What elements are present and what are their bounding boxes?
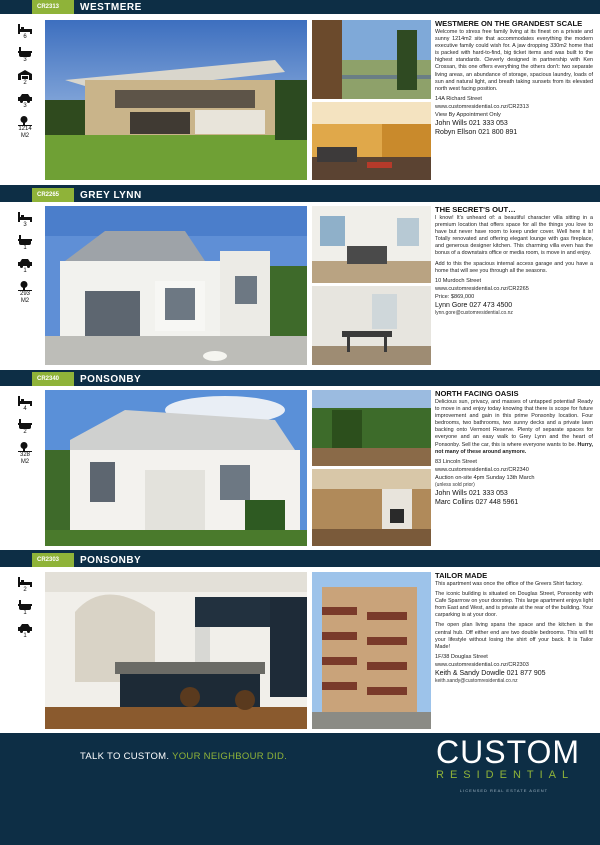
listing-address: 83 Lincoln Street	[435, 458, 477, 465]
listing-text	[435, 205, 593, 317]
listing-url[interactable]: www.customresidential.co.nz/CR2303	[435, 661, 529, 668]
agent-email[interactable]: lynn.gore@customresidential.co.nz	[435, 309, 513, 316]
apartment-building-photo	[312, 572, 431, 729]
stat-parking: 3	[18, 93, 32, 110]
stat-bedrooms: 6	[18, 24, 32, 41]
listing-1	[0, 0, 600, 185]
view-photo	[312, 20, 431, 99]
bath-icon	[18, 600, 32, 610]
bed-icon	[18, 24, 32, 34]
land-icon	[18, 281, 32, 291]
listing-text	[435, 571, 593, 685]
logo-caption: LICENSED REAL ESTATE AGENT	[459, 788, 549, 793]
stat-bathrooms: 1	[18, 600, 32, 617]
agent-contact: John Wills 021 333 053	[435, 489, 508, 497]
car-icon	[18, 623, 32, 633]
footer-tagline: TALK TO CUSTOM. YOUR NEIGHBOUR DID.	[80, 751, 288, 762]
listing-url[interactable]: www.customresidential.co.nz/CR2340	[435, 466, 529, 473]
agent-contact: Robyn Ellson 021 800 891	[435, 128, 518, 136]
listing-3	[0, 372, 600, 550]
house-exterior-photo	[45, 20, 307, 180]
listing-stats	[14, 212, 36, 311]
listing-address: 10 Murdoch Street	[435, 277, 482, 284]
garden-photo	[312, 390, 431, 466]
stat-garage: 2	[18, 70, 32, 87]
listing-auction: Auction on-site 4pm Sunday 13th March	[435, 474, 535, 481]
listing-header	[0, 553, 600, 567]
listing-stats	[14, 24, 36, 146]
listing-text	[435, 19, 593, 137]
custom-residential-logo	[436, 734, 581, 793]
agent-contact: Keith & Sandy Dowdle 021 877 905	[435, 669, 546, 677]
listing-code: CR2340	[32, 372, 74, 386]
listing-highlight: Hurry, not many of these around anymore.	[435, 441, 594, 455]
listing-description: This apartment was once the office of the Greers Shirt factory.	[435, 581, 583, 587]
listing-heading: TAILOR MADE	[435, 571, 488, 580]
agent-contact: John Wills 021 333 053	[435, 119, 508, 127]
agent-contact: Lynn Gore 027 473 4500	[435, 301, 513, 309]
bed-icon	[18, 396, 32, 406]
interior-photo	[312, 469, 431, 546]
stat-land: 293 M2	[18, 281, 32, 305]
logo-subword: RESIDENTIAL	[436, 769, 575, 781]
listing-code: CR2303	[32, 553, 74, 567]
car-icon	[18, 93, 32, 103]
dining-photo	[312, 286, 431, 365]
listing-description: Welcome to stress free family living at its finest on a private and sunny 1214m2 site that accommodates everything the modern executive family could wish for. A jaw dropping 330m2 home that is packed with hard-to-find, big ticket items and was built to the highest standards. Cleverly designed in partnership with Ken Crossan, this one offers everything the others don't: two separate living areas, an abundance of storage, spacious laundry, loads of sun and natural light, and breath taking sunsets from its elevated north west facing position.	[435, 29, 593, 92]
listing-viewing: View By Appointment Only	[435, 111, 501, 118]
stat-bathrooms: 3	[18, 47, 32, 64]
listing-price: Price: $869,000	[435, 293, 475, 300]
bath-icon	[18, 419, 32, 429]
villa-exterior-photo	[45, 206, 307, 365]
bungalow-exterior-photo	[45, 390, 307, 546]
listing-code: CR2313	[32, 0, 74, 14]
listing-code: CR2265	[32, 188, 74, 202]
garage-icon	[18, 70, 32, 80]
stat-parking: 1	[18, 623, 32, 640]
land-icon	[18, 442, 32, 452]
kitchen-photo	[45, 572, 307, 729]
listing-heading: THE SECRET'S OUT…	[435, 205, 516, 214]
listing-url[interactable]: www.customresidential.co.nz/CR2265	[435, 285, 529, 292]
listing-area: WESTMERE	[80, 1, 142, 13]
listing-description: I know! It's unheard of: a beautiful character villa sitting in a premium location that offers space for all the things you love to have but never have room to keep under cover. Well here it is! Totally renovated and offering elegant lounge with gas fireplace, and generous designer kitchen. This charming villa even has the bonus of a downstairs office or media room, is move in and enjoy.	[435, 215, 593, 257]
stat-land: 1214 M2	[18, 116, 32, 140]
stat-bedrooms: 2	[18, 577, 32, 594]
listing-url[interactable]: www.customresidential.co.nz/CR2313	[435, 103, 529, 110]
bath-icon	[18, 47, 32, 57]
stat-parking: 1	[18, 258, 32, 275]
bed-icon	[18, 212, 32, 222]
stat-bathrooms: 1	[18, 235, 32, 252]
listing-description: Delicious sun, privacy, and masses of untapped potential! Ready to move in and enjoy today knowing that there is scope for future improvement and gain in this prime Ponsonby location. Four bedrooms, two bathrooms, two sunny decks and a private lawn backing onto Vermont Reserve. Plenty of separate spaces for everyone and an easy walk to Grey Lynn and the heart of Ponsonby. Sell the car, this is where everyone wants to be. Hurry, not many of these around anymore.	[435, 399, 594, 455]
listing-area: PONSONBY	[80, 373, 142, 385]
living-room-photo	[312, 102, 431, 180]
lounge-photo	[312, 206, 431, 283]
listing-area: PONSONBY	[80, 554, 142, 566]
listing-heading: NORTH FACING OASIS	[435, 389, 519, 398]
listing-auction-note: (unless sold prior)	[435, 481, 475, 488]
listing-address: 14A Richard Street	[435, 95, 482, 102]
listing-stats	[14, 577, 36, 646]
listing-header	[0, 0, 600, 14]
listing-stats	[14, 396, 36, 472]
car-icon	[18, 258, 32, 268]
listing-4	[0, 553, 600, 733]
listing-description: The iconic building is situated on Douglas Street, Ponsonby with Cafe Sparrrow on your doorstep. This large apartment enjoys light from East and West, and is private at the rear of the building. Your carparking is at your door.	[435, 591, 593, 619]
listing-heading: WESTMERE ON THE GRANDEST SCALE	[435, 19, 583, 28]
bath-icon	[18, 235, 32, 245]
listing-text	[435, 389, 593, 507]
listing-area: GREY LYNN	[80, 189, 142, 201]
stat-bedrooms: 3	[18, 212, 32, 229]
listing-2	[0, 188, 600, 370]
land-icon	[18, 116, 32, 126]
agent-email[interactable]: keith.sandy@customresidential.co.nz	[435, 677, 518, 684]
agent-contact: Marc Collins 027 448 5961	[435, 498, 519, 506]
listing-header	[0, 372, 600, 386]
logo-wordmark: CUSTOM	[436, 734, 581, 770]
stat-bedrooms: 4	[18, 396, 32, 413]
stat-bathrooms: 2	[18, 419, 32, 436]
stat-land: 328 M2	[18, 442, 32, 466]
bed-icon	[18, 577, 32, 587]
listing-address: 1F/38 Douglas Street	[435, 653, 488, 660]
listing-description: Add to this the spacious internal access garage and you have a home that will see you through all the seasons.	[435, 260, 593, 274]
listing-description: The open plan living spans the space and the kitchen is the central hub. Off either end are two double bedrooms. This will fit your lifestyle without losing the shirt off your back. It is Tailor Made!	[435, 622, 593, 650]
listing-header	[0, 188, 600, 202]
